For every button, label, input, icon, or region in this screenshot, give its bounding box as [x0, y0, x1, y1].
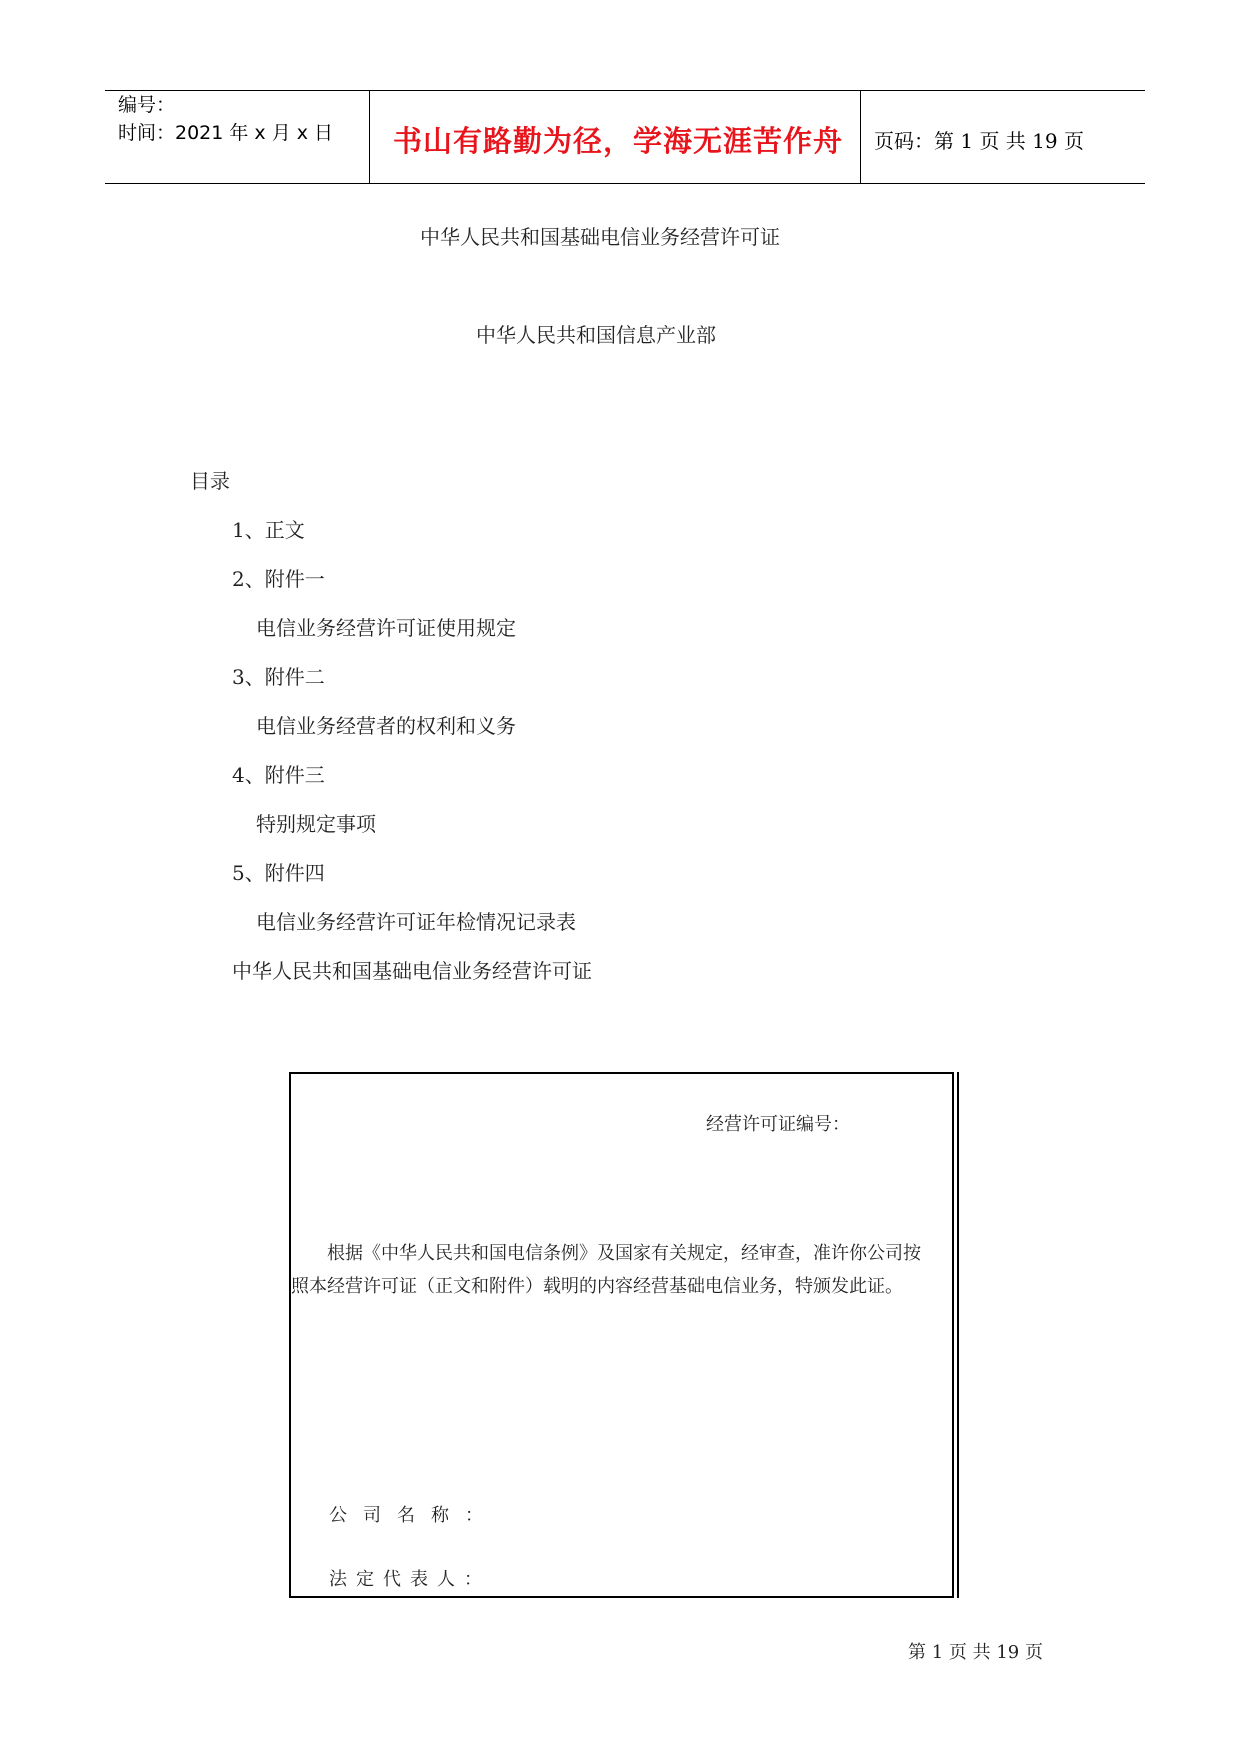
header-number-label: 编号： [118, 94, 176, 116]
footer-page-number: 第 1 页 共 19 页 [908, 1642, 1043, 1663]
toc-item-5: 5、附件四 [232, 861, 325, 885]
header-top-rule [105, 90, 1145, 91]
certificate-body-line-1: 根据《中华人民共和国电信条例》及国家有关规定，经审查，准许你公司按 [327, 1243, 921, 1264]
toc-item-1: 1、正文 [232, 518, 305, 542]
toc-item-2: 2、附件一 [232, 567, 325, 591]
document-title: 中华人民共和国基础电信业务经营许可证 [420, 225, 780, 249]
header-bottom-rule [105, 183, 1145, 184]
toc-trailing-title: 中华人民共和国基础电信业务经营许可证 [232, 959, 592, 983]
header-divider-right [860, 91, 861, 183]
toc-item-2-sub: 电信业务经营许可证使用规定 [256, 616, 516, 640]
header-divider-left [369, 91, 370, 183]
toc-item-5-sub: 电信业务经营许可证年检情况记录表 [256, 910, 576, 934]
company-name-label: 公司名称： [329, 1505, 499, 1526]
issuer-name: 中华人民共和国信息产业部 [476, 323, 716, 347]
header-motto: 书山有路勤为径，学海无涯苦作舟 [393, 124, 844, 158]
license-number-label: 经营许可证编号： [706, 1114, 850, 1135]
legal-representative-label: 法定代表人： [329, 1569, 491, 1590]
header-time-label: 时间：2021 年 x 月 x 日 [118, 122, 334, 144]
certificate-box-edge [957, 1072, 959, 1598]
toc-item-3-sub: 电信业务经营者的权利和义务 [256, 714, 516, 738]
toc-item-3: 3、附件二 [232, 665, 325, 689]
toc-item-4: 4、附件三 [232, 763, 325, 787]
header-page-code: 页码：第 1 页 共 19 页 [874, 129, 1084, 153]
toc-item-4-sub: 特别规定事项 [256, 812, 376, 836]
toc-heading: 目录 [190, 469, 230, 493]
certificate-body-line-2: 照本经营许可证（正文和附件）载明的内容经营基础电信业务，特颁发此证。 [291, 1276, 903, 1297]
